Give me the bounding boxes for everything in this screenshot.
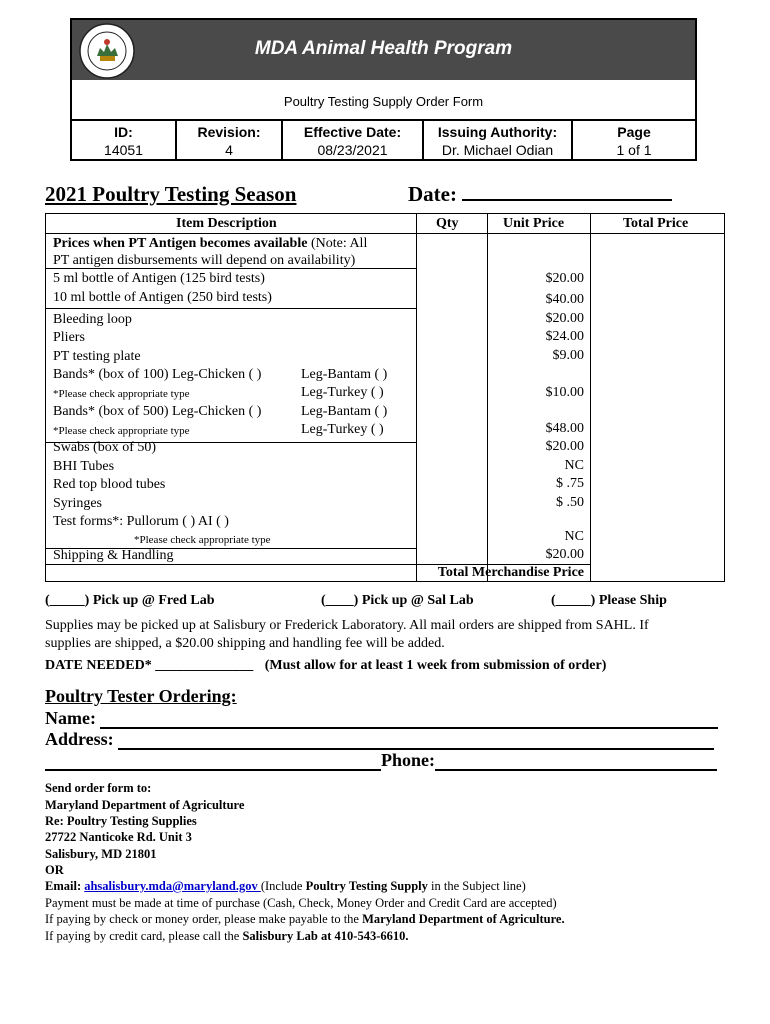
tester-phone-field[interactable]: Phone: <box>45 750 717 771</box>
pickup-note-line: supplies are shipped, a $20.00 shipping and handling fee will be added. <box>45 636 445 651</box>
pickup-note-line: Supplies may be picked up at Salisbury or Frederick Laboratory. All mail orders are shipped from SAHL. If <box>45 618 649 633</box>
unit-price: $20.00 <box>545 311 584 326</box>
pickup-sal-lab-option[interactable]: (____) Pick up @ Sal Lab <box>321 593 474 608</box>
band-100-chicken-option[interactable]: Bands* (box of 100) Leg-Chicken ( ) <box>53 367 262 382</box>
name-input[interactable] <box>100 713 718 729</box>
meta-effective-date: Effective Date: 08/23/2021 <box>283 121 424 159</box>
order-table <box>45 213 725 582</box>
col-header-item: Item Description <box>176 216 277 231</box>
address-line-2-input[interactable] <box>45 755 381 771</box>
unit-price: $48.00 <box>545 421 584 436</box>
program-title: MDA Animal Health Program <box>254 38 513 59</box>
col-divider <box>590 214 591 581</box>
unit-price: $ .75 <box>556 476 584 491</box>
table-row: BHI Tubes <box>53 459 115 474</box>
form-header <box>70 18 697 161</box>
payment-check-note: If paying by check or money order, please make payable to the Maryland Department of Agriculture. <box>45 912 565 926</box>
form-title: Poultry Testing Supply Order Form <box>283 94 484 109</box>
col-header-unit-price: Unit Price <box>503 216 565 231</box>
send-address-line: Maryland Department of Agriculture <box>45 798 245 812</box>
unit-price: $10.00 <box>545 385 584 400</box>
header-divider <box>46 233 724 234</box>
tester-ordering-title: Poultry Tester Ordering: <box>45 686 237 706</box>
program-banner <box>72 20 695 80</box>
table-row: 10 ml bottle of Antigen (250 bird tests) <box>53 290 272 305</box>
tester-address-field[interactable]: Address: <box>45 729 714 750</box>
col-header-total-price: Total Price <box>623 216 689 231</box>
unit-price: $20.00 <box>545 439 584 454</box>
table-row: Swabs (box of 50) <box>53 440 157 455</box>
season-title: 2021 Poultry Testing Season <box>45 182 297 206</box>
email-line: Email: ahsalisbury.mda@maryland.gov (Include Poultry Testing Supply in the Subject line) <box>45 879 526 893</box>
payment-card-note: If paying by credit card, please call the Salisbury Lab at 410-543-6610. <box>45 929 409 943</box>
table-row: Bleeding loop <box>53 312 132 327</box>
unit-price: $ .50 <box>556 495 584 510</box>
table-row: Prices when PT Antigen becomes available (Note: All <box>53 236 368 251</box>
meta-revision: Revision: 4 <box>177 121 283 159</box>
table-row: PT testing plate <box>53 349 141 364</box>
send-address-line: Re: Poultry Testing Supplies <box>45 814 197 828</box>
band-500-chicken-option[interactable]: Bands* (box of 500) Leg-Chicken ( ) <box>53 404 262 419</box>
send-to-label: Send order form to: <box>45 781 152 795</box>
phone-input[interactable] <box>435 755 717 771</box>
payment-note: Payment must be made at time of purchase (Cash, Check, Money Order and Credit Card are accepted) <box>45 896 557 910</box>
unit-price: $20.00 <box>545 271 584 286</box>
date-blank[interactable] <box>462 183 672 201</box>
table-row: Syringes <box>53 496 102 511</box>
please-ship-option[interactable]: (_____) Please Ship <box>551 593 667 608</box>
band-500-turkey-option[interactable]: Leg-Turkey ( ) <box>301 422 384 437</box>
check-type-note: *Please check appropriate type <box>134 534 271 546</box>
row-divider <box>46 308 416 309</box>
col-header-qty: Qty <box>436 216 459 231</box>
table-row: Pliers <box>53 330 85 345</box>
order-date-field[interactable] <box>408 182 672 207</box>
table-row: 5 ml bottle of Antigen (125 bird tests) <box>53 271 265 286</box>
unit-price: NC <box>564 458 584 473</box>
form-meta-row <box>72 119 695 159</box>
unit-price: $9.00 <box>552 348 584 363</box>
meta-page: Page 1 of 1 <box>616 124 652 158</box>
check-type-note: *Please check appropriate type <box>53 425 190 437</box>
table-row: PT antigen disbursements will depend on availability) <box>53 253 356 268</box>
unit-price: $40.00 <box>545 292 584 307</box>
address-input[interactable] <box>118 734 714 750</box>
email-link[interactable]: ahsalisbury.mda@maryland.gov <box>84 879 261 893</box>
band-100-turkey-option[interactable]: Leg-Turkey ( ) <box>301 385 384 400</box>
tester-name-field[interactable]: Name: <box>45 708 718 729</box>
col-divider <box>487 214 488 581</box>
band-100-bantam-option[interactable]: Leg-Bantam ( ) <box>301 367 388 382</box>
send-address-line: Salisbury, MD 21801 <box>45 847 157 861</box>
unit-price: $24.00 <box>545 329 584 344</box>
date-needed-field[interactable]: DATE NEEDED* ______________ (Must allow for at least 1 week from submission of order) <box>45 658 607 673</box>
table-row: Red top blood tubes <box>53 477 166 492</box>
check-type-note: *Please check appropriate type <box>53 388 190 400</box>
total-merchandise-label: Total Merchandise Price <box>437 565 584 580</box>
table-row: Shipping & Handling <box>53 548 174 563</box>
meta-issuing-authority: Issuing Authority: Dr. Michael Odian <box>424 121 573 159</box>
or-label: OR <box>45 863 64 877</box>
unit-price: NC <box>564 529 584 544</box>
send-address-line: 27722 Nanticoke Rd. Unit 3 <box>45 830 192 844</box>
meta-id: ID: 14051 <box>72 121 177 159</box>
col-divider <box>416 214 417 581</box>
unit-price: $20.00 <box>545 547 584 562</box>
pickup-fred-lab-option[interactable]: (_____) Pick up @ Fred Lab <box>45 593 215 608</box>
band-500-bantam-option[interactable]: Leg-Bantam ( ) <box>301 404 388 419</box>
test-forms-options[interactable]: Test forms*: Pullorum ( ) AI ( ) <box>53 514 229 529</box>
date-label: Date: <box>408 182 457 206</box>
